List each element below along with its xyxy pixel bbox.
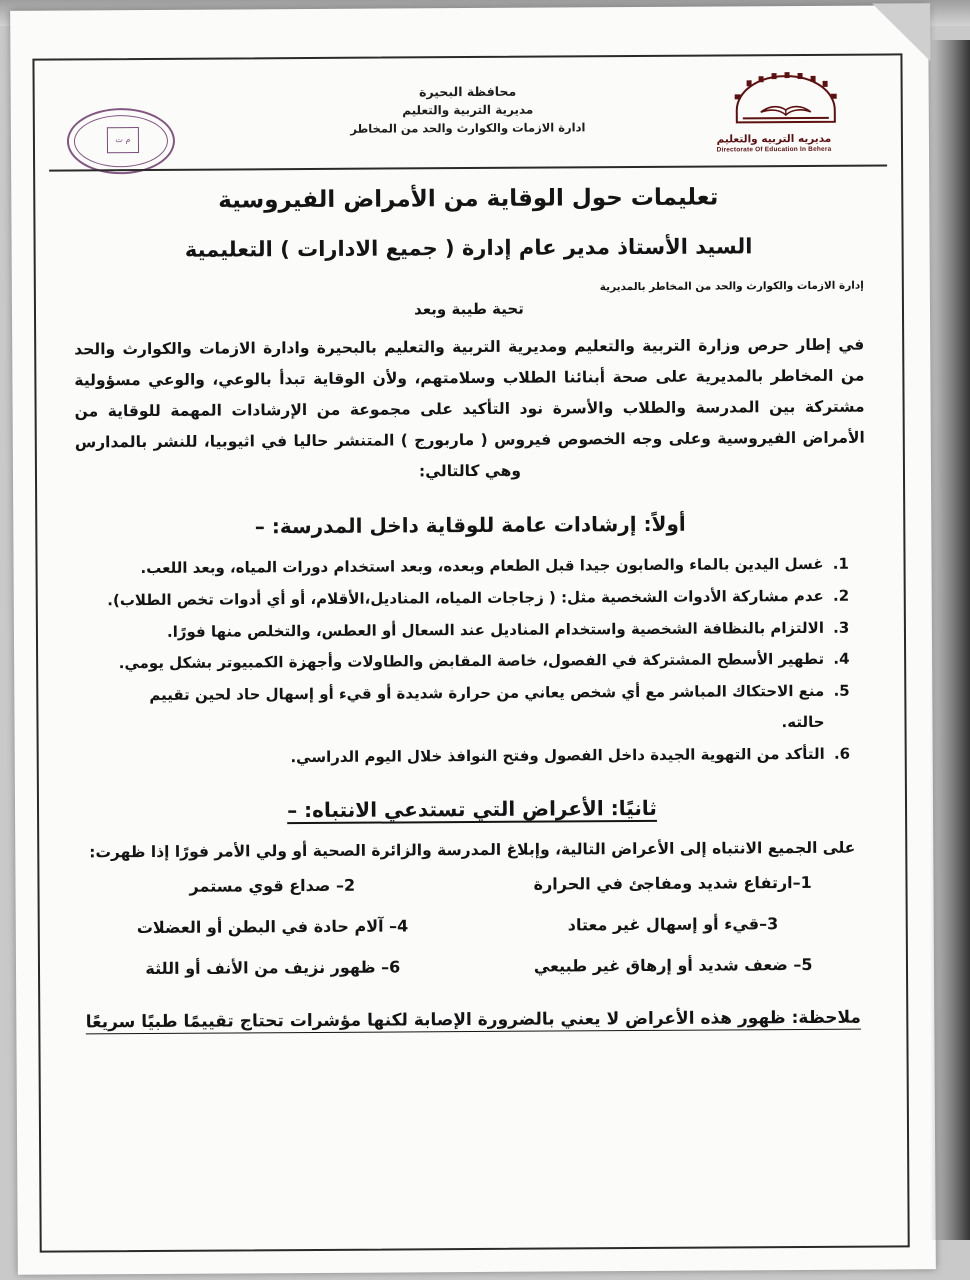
- symptom-row: [88, 955, 858, 979]
- symptom-item: 5– ضعف شديد أو إرهاق غير طبيعي: [533, 955, 813, 976]
- logo-caption-en: Directorate Of Education In Behera: [716, 145, 832, 154]
- symptom-row: [88, 914, 858, 938]
- document-addressee: السيد الأستاذ مدير عام إدارة ( جميع الادارات ) التعليمية: [184, 234, 753, 262]
- document-title: تعليمات حول الوقاية من الأمراض الفيروسية: [218, 184, 719, 214]
- symptoms-grid: [71, 873, 874, 979]
- logo-caption: [679, 132, 869, 156]
- closing-note: ملاحظة: ظهور هذه الأعراض لا يعني بالضرورة الإصابة لكنها مؤشرات تحتاج تقييمًا طبيًا سريعًا: [85, 1007, 862, 1033]
- list-item: 5. منع الاحتكاك المباشر مع أي شخص يعاني من حرارة شديدة أو قيء أو إسهال حاد لحين تقييم حالته.: [104, 676, 828, 742]
- list-item: 2. عدم مشاركة الأدوات الشخصية مثل: ( زجاجات المياه، المناديل،الأقلام، أو أي أدوات تخص الطلاب).: [104, 581, 828, 616]
- section-two-heading: ثانيًا: الأعراض التي تستدعي الانتباه: –: [287, 796, 657, 823]
- symptom-row: [87, 873, 857, 897]
- intro-paragraph: في إطار حرص وزارة التربية والتعليم ومديرية التربية والتعليم بالبحيرة وادارة الازمات والكوارث والحد من المخاطر بالمديرية على صحة أبنائنا الطلاب وسلامتهم، ولأن الوقاية تبدأ بالوعي، والوعي مسؤولية مشتركة بين المدرسة والطلاب والأسرة نود التأكيد على مجموعة من الإرشادات المهمة للوقاية من الأمراض الفيروسية وعلى وجه الخصوص فيروس ( ماربورج ) المتنشر حاليا في اثيوبيا، للنشر بالمدارس وهي كالتالي:: [74, 335, 865, 481]
- section-one-heading: أولاً: إرشادات عامة للوقاية داخل المدرسة: –: [254, 511, 686, 539]
- document-header: [40, 61, 895, 166]
- gear-book-icon: [727, 72, 845, 135]
- list-item: 3. الالتزام بالنظافة الشخصية واستخدام المناديل عند السعال أو العطس، والتخلص منها فورًا.: [104, 612, 828, 647]
- symptom-item: 1–ارتفاع شديد ومفاجئ في الحرارة: [533, 873, 812, 894]
- symptom-item: 2– صداع قوي مستمر: [189, 875, 356, 896]
- symptom-item: 3–قيء أو إسهال غير معتاد: [567, 914, 779, 935]
- prevention-rules-list: [103, 549, 828, 774]
- document-body: [67, 174, 874, 1033]
- symptom-item: 4– آلام حادة في البطن أو العضلات: [136, 916, 409, 938]
- directorate-logo: [675, 70, 876, 163]
- greeting-line: تحية طيبة وبعد: [414, 299, 524, 319]
- list-item: 4. تطهير الأسطح المشتركة في الفصول، خاصة المقابض والطاولات وأجهزة الكمبيوتر بشكل يومي.: [104, 644, 828, 679]
- header-department: ادارة الازمات والكوارث والحد من المخاطر: [350, 120, 586, 136]
- stamp-center-text: م ت: [107, 127, 139, 153]
- header-governorate: محافظة البحيرة: [419, 83, 517, 100]
- list-item: 6. التأكد من التهوية الجيدة داخل الفصول وفتح النوافذ خلال اليوم الدراسي.: [105, 738, 829, 773]
- page-right-shadow: [930, 40, 970, 1240]
- symptom-item: 6– ظهور نزيف من الأنف أو اللثة: [145, 957, 401, 979]
- department-subline: إدارة الازمات والكوارث والحد من المخاطر بالمديرية: [599, 279, 864, 294]
- list-item: 1. غسل اليدين بالماء والصابون جيدا قبل الطعام وبعده، وبعد استخدام دورات المياه، وبعد اللعب.: [103, 549, 827, 584]
- header-directorate: مديرية التربية والتعليم: [402, 102, 534, 118]
- section-two-intro: على الجميع الانتباه إلى الأعراض التالية، وإبلاغ المدرسة والزائرة الصحية أو ولي الأمر فورًا إذا ظهرت:: [89, 838, 856, 862]
- paper-sheet: [10, 5, 936, 1275]
- logo-badge: [725, 70, 847, 137]
- document-border-frame: [32, 53, 909, 1252]
- document-inner-frame: [40, 61, 901, 1244]
- logo-caption-ar: مديريه التربيه والتعليم: [716, 132, 832, 146]
